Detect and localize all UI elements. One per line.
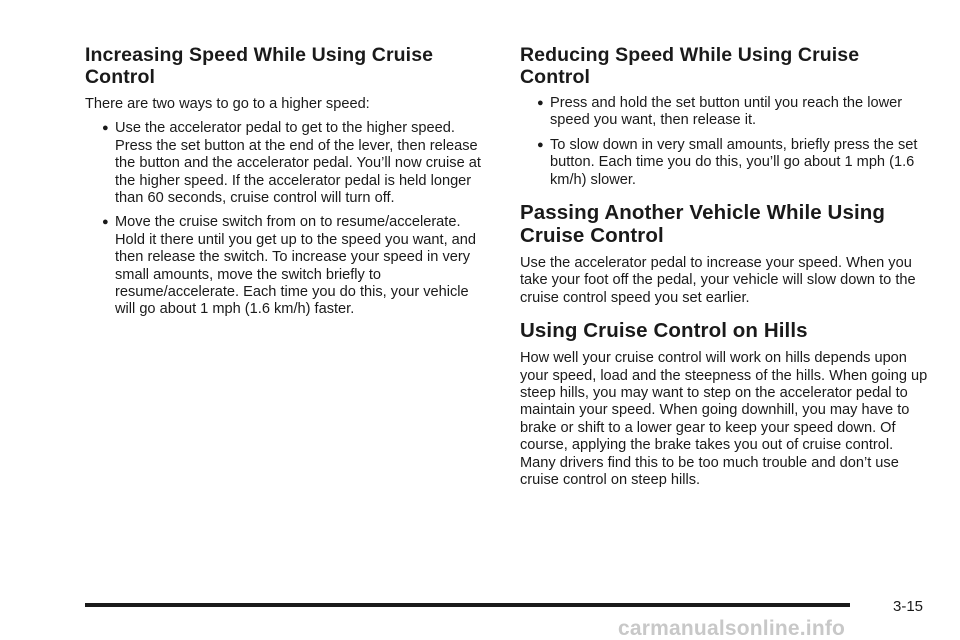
section-hills <box>520 319 928 489</box>
watermark: carmanualsonline.info <box>618 617 846 640</box>
heading-increasing-speed: Increasing Speed While Using Cruise Control <box>85 44 434 88</box>
passing-text: Use the accelerator pedal to increase your speed. When you take your foot off the pedal, your vehicle will slow down to the cruise control speed you set earlier. <box>520 255 916 306</box>
bullet-icon: ● <box>537 97 544 109</box>
page-number: 3-15 <box>893 598 924 615</box>
bullet-icon: ● <box>537 138 544 151</box>
list-item-text: Use the accelerator pedal to get to the higher speed. Press the set button at the end of the lever, then release the button and the accelerator pedal. You’ll now cruise at the higher speed. If the accelerator pedal is held longer than 60 seconds, cruise control will turn off. <box>115 120 481 207</box>
list-item-text: Press and hold the set button until you reach the lower speed you want, then release it. <box>550 95 903 129</box>
right-column <box>520 44 928 502</box>
list-item <box>85 214 485 318</box>
list-item-text: Move the cruise switch from on to resume/accelerate. Hold it there until you get up to the speed you want, and then release the switch. To increase your speed in very small amounts, move the switch briefly to resume/accelerate. Each time you do this, your vehicle will go about 1 mph (1.6 km/h) faster. <box>115 214 477 318</box>
intro-text: There are two ways to go to a higher speed: <box>85 96 370 112</box>
heading-reducing-speed: Reducing Speed While Using Cruise Control <box>520 44 860 88</box>
heading-hills: Using Cruise Control on Hills <box>520 319 808 343</box>
bullet-icon: ● <box>102 216 109 229</box>
heading-passing: Passing Another Vehicle While Using Cruise Control <box>520 201 885 248</box>
bullet-icon: ● <box>102 122 109 135</box>
hills-text: How well your cruise control will work on hills depends upon your speed, load and the steepness of the hills. When going up steep hills, you may want to step on the accelerator pedal to maintain your speed. When going downhill, you may have to brake or shift to a lower gear to keep your speed down. Of course, applying the brake takes you out of cruise control. Many drivers find this to be too much trouble and don’t use cruise control on steep hills. <box>520 350 928 489</box>
reducing-speed-list <box>520 95 928 189</box>
footer-rule <box>85 603 850 607</box>
list-item <box>520 95 928 130</box>
section-reducing-speed <box>520 44 928 189</box>
list-item <box>520 137 928 189</box>
increasing-speed-list <box>85 120 485 318</box>
list-item <box>85 120 485 207</box>
list-item-text: To slow down in very small amounts, briefly press the set button. Each time you do this, you’ll go about 1 mph (1.6 km/h) slower. <box>550 136 918 188</box>
left-column <box>85 44 485 319</box>
section-passing <box>520 201 928 307</box>
